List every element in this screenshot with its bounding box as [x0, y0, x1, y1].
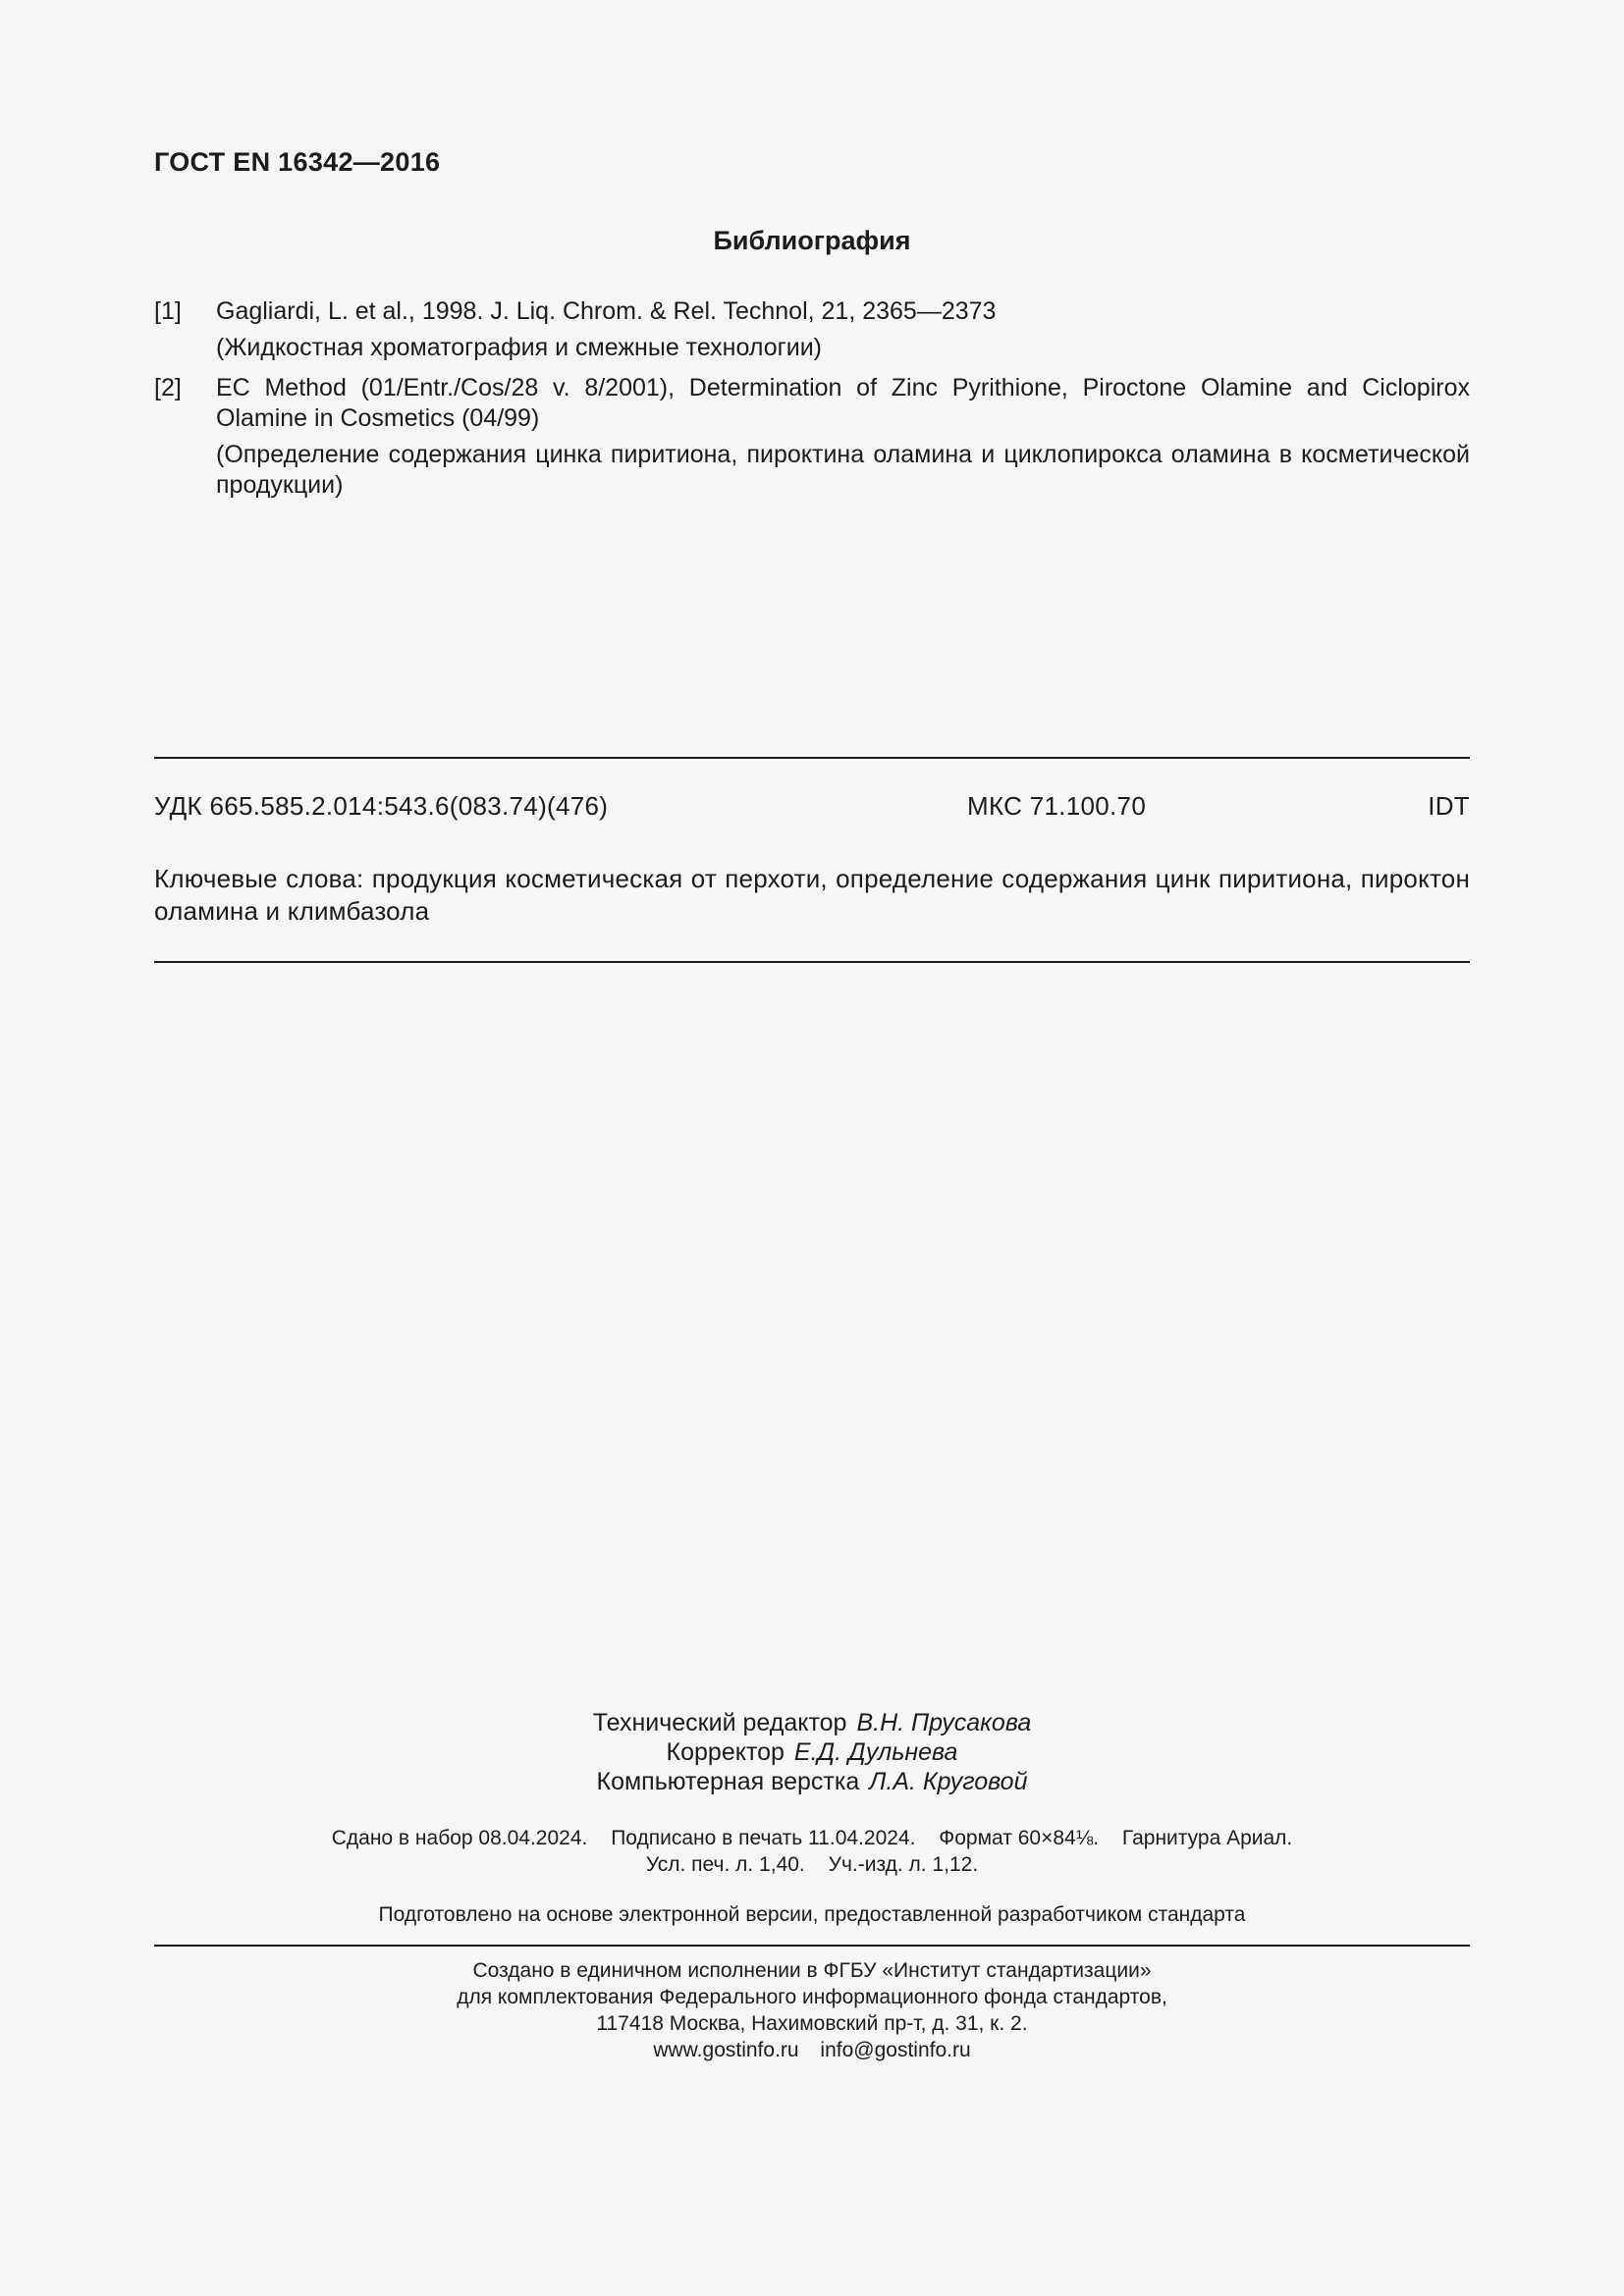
bibliography-title: Библиография [713, 226, 911, 255]
publisher-contacts [154, 2037, 1470, 2063]
publisher-address: 117418 Москва, Нахимовский пр-т, д. 31, к. 2. [596, 2012, 1028, 2035]
credit-line [154, 1737, 1470, 1767]
signed-date: Подписано в печать 11.04.2024. [611, 1827, 916, 1849]
document-code: ГОСТ EN 16342—2016 [154, 147, 441, 177]
document-page [154, 0, 1470, 2296]
credit-person: В.Н. Прусакова [856, 1709, 1032, 1736]
credit-role: Технический редактор [592, 1709, 847, 1736]
udk-code: УДК 665.585.2.014:543.6(083.74)(476) [154, 791, 609, 821]
reference-body [216, 373, 1470, 501]
bibliography-entry [154, 296, 1470, 363]
mks-code: МКС 71.100.70 [967, 791, 1147, 821]
print-sheets: Усл. печ. л. 1,40. [645, 1853, 805, 1876]
print-info-line [154, 1825, 1470, 1851]
classification-row [154, 791, 1470, 825]
credit-person: Л.А. Круговой [869, 1768, 1028, 1795]
publishing-sheets: Уч.-изд. л. 1,12. [828, 1853, 979, 1876]
reference-body [216, 296, 1470, 363]
print-info-line [154, 1851, 1470, 1878]
publisher-line: Создано в единичном исполнении в ФГБУ «Институт стандартизации» [472, 1959, 1152, 1982]
credit-line [154, 1767, 1470, 1796]
email-link[interactable]: info@gostinfo.ru [820, 2039, 971, 2061]
publisher-info [154, 1957, 1470, 2063]
credit-person: Е.Д. Дульнева [793, 1738, 958, 1766]
keywords: Ключевые слова: продукция косметическая от перхоти, определение содержания цинк пиритиона, пироктон оламина и климбазола [154, 864, 1470, 926]
reference-translation: (Жидкостная хроматография и смежные технологии) [216, 334, 822, 361]
divider [154, 1945, 1470, 1947]
typeface: Гарнитура Ариал. [1121, 1827, 1293, 1849]
print-info [154, 1825, 1470, 1878]
idt-code: IDT [1428, 791, 1470, 821]
prepared-note: Подготовлено на основе электронной версии, предоставленной разработчиком стандарта [378, 1903, 1246, 1926]
divider [154, 757, 1470, 759]
reference-number: [2] [154, 374, 182, 401]
reference-number: [1] [154, 297, 182, 325]
credit-line [154, 1708, 1470, 1737]
submitted-date: Сдано в набор 08.04.2024. [331, 1827, 588, 1849]
divider [154, 961, 1470, 963]
paper-format: Формат 60×84⅛. [939, 1827, 1100, 1849]
reference-citation: EC Method (01/Entr./Cos/28 v. 8/2001), Determination of Zinc Pyrithione, Piroctone Olamine and Ciclopirox Olamine in Cosmetics (04/99) [216, 374, 1470, 432]
publisher-line: для комплектования Федерального информационного фонда стандартов, [457, 1986, 1167, 2008]
bibliography-entry [154, 373, 1470, 501]
reference-citation: Gagliardi, L. et al., 1998. J. Liq. Chrom. & Rel. Technol, 21, 2365—2373 [216, 297, 997, 325]
website-link[interactable]: www.gostinfo.ru [653, 2039, 799, 2061]
reference-translation: (Определение содержания цинка пиритиона, пироктина оламина и циклопирокса оламина в косметической продукции) [216, 441, 1470, 499]
credit-role: Компьютерная верстка [596, 1768, 860, 1795]
credits [154, 1708, 1470, 1796]
credit-role: Корректор [666, 1738, 785, 1766]
